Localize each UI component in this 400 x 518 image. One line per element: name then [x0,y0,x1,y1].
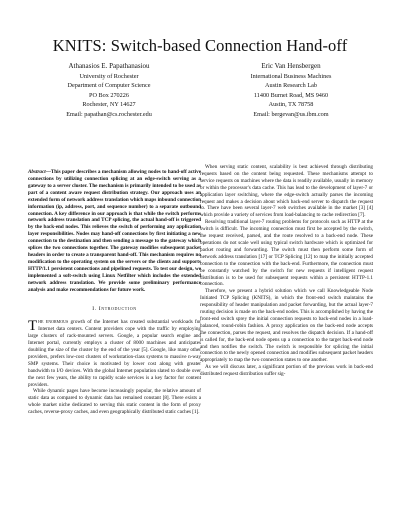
body-paragraph: Therefore, we present a hybrid solution which we call Knowledgeable Node Initiated TCP Splicing (KNITS), in which the front-end switch maintains the responsibility of header manipulation and packet forwarding, but the actual layer-7 routing decision is made on the back-end nodes. This is accomplished by having the front-end switch sprey the initial connection requests to back-end nodes in a load-balanced, round-robin fashion. A proxy application on the back-end node accepts the connection, parses the request, and resolves the dispatch decision. If a hand-off is called for, the back-end node opens up a connection to the target back-end node and then notifies the switch. The switch is responsible for splicing the initial connection to the newly opened connection and modifies subsequent packet headers appropriately to map the two connection states to one another. [200,288,374,364]
abstract-text: —This paper describes a mechanism allowing nodes to hand-off active connections by utilizing connection splicing at an edge-switch serving as a gateway to a server cluster. The mechanism is primarily intended to be used as part of a content aware request distribution strategy. Our approach uses an extended form of network address translation which maps inbound connection information (ip, address, port, and sequence number) to a separate outbound connection. A key difference in our approach is that while the switch performs network address translation and TCP splicing, the actual hand-off is triggered by the back-end nodes. This relieves the switch of performing any application layer responsibilities. Nodes may hand-off connections by first initiating a new connection to the destination and then sending a message to the gateway which splices the two connections together. The gateway modifies subsequent packet headers in order to create a transparent hand-off. This mechanism requires no modification to the operating system on the servers or the clients and supports HTTP/1.1 persistent connections and pipelined requests. To test our design, we implemented a soft-switch using Linux Netfilter which includes the extended network address translation. We provide some preliminary performance analysis and make recommendations for future work. [28,169,201,293]
right-column [200,164,373,378]
intro-text: growth of the Internet has created substantial workloads for Internet data centers. Content providers cope with the traffic by employing large clusters of rack-mounted servers. Google, a popular search engine and Internet portal, currently employs a cluster of 8000 machines and anticipates doubling the size of the cluster by the end of the year [5]. Google, like many other providers, prefers low-cost clusters of workstation-class systems to massive n-way SMP systems. Their choice is motivated by lower cost along with greater bandwidth to I/O devices. With the global Internet population slated to double over the next few years, the ability to rapidly scale services is a key factor for content providers. [28,319,201,388]
intro-paragraph-2: While dynamic pages have become increasingly popular, the relative amount of static data as compared to dynamic data has remained constant [8]. There exists a whole market niche dedicated to serving this static content in the form of proxy caches, reverse-proxy caches, and even geographically distributed static caches [1]. [28,388,201,416]
author-name: Athanasios E. Papathanasiou [68,62,150,70]
author-city: Austin, TX 78758 [268,101,314,109]
author-department: Department of Computer Science [67,82,151,90]
author-address: 11400 Burnet Road, MS 9460 [253,91,329,99]
left-column [28,164,201,416]
intro-first-words: he enormous [38,319,69,326]
author-email: Email: papathan@cs.rochester.edu [66,110,152,118]
author-email: Email: bergevan@us.ibm.com [253,110,329,118]
author-block-2 [196,62,386,120]
body-paragraph: When serving static content, scalability is best achieved through distributing requests based on the content being requested. These mechanisms attempt to service requests on machines where the data is readily available, usually in memory or within the processor's data cache. This has lead to the development of layer-7 or application layer switching, where the edge-switch actually parses the incoming request and makes a decision about which back-end server to dispatch the request to. There have been several layer-7 web switches available in the market [3] [4] which provide a variety of services from load-balancing to cache redirection [7]. [200,164,373,219]
body-paragraph: As we will discuss later, a significant portion of the previous work in back-end distributed request distribution suffer sig- [200,364,373,378]
author-address: PO Box 270226 [89,91,129,99]
abstract-label: Abstract [28,169,46,176]
drop-cap: T [28,318,38,335]
author-affiliation: University of Rochester [79,72,139,80]
paper-title: KNITS: Switch-based Connection Hand-off [52,36,348,55]
body-paragraph: Resolving traditional layer-7 routing problems for protocols such as HTTP at the switch is difficult. The incoming connection must first be accepted by the switch, the request received, parsed, and the route resolved to a back-end node. These operations do not scale well using typical switch hardware which is optimized for packet routing and forwarding. The switch must then perform some form of network address translation [17] or TCP Splicing [12] to map the initially accepted connection to the connection with the back-end. Furthermore, the connection must be constantly watched by the switch for new requests if intelligent request distribution is to be used for subsequent requests within a persistent HTTP-1.1 connection. [200,219,373,288]
author-block-1 [14,62,204,120]
abstract [28,169,201,293]
author-city: Rochester, NY 14627 [82,101,136,109]
section-heading: I. Introduction [92,306,137,313]
author-department: Austin Research Lab [265,82,317,90]
author-affiliation: International Business Machines [250,72,332,80]
intro-paragraph-1 [28,319,201,388]
author-name: Eric Van Hensbergen [261,62,321,70]
